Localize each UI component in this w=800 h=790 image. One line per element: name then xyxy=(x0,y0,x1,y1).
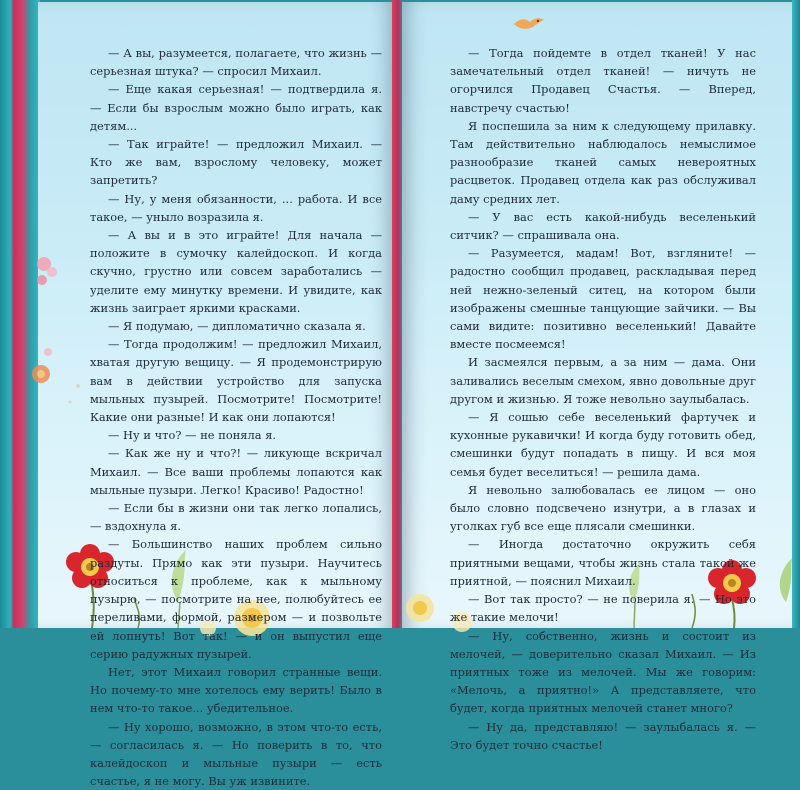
paragraph: — Я сошью себе веселенький фартучек и кухонные рукавички! И когда буду готовить обед, смешинки будут попадать в пищу. И вся моя семья будет веселиться! — решила дама. xyxy=(450,410,756,479)
paragraph: — Тогда продолжим! — предложил Михаил, хватая другую вещицу. — Я продемонстрирую вам в действии устройство для запуска мыльных пузырей. Посмотрите! Посмотрите! Какие они разные! И как они лопаются! xyxy=(90,337,382,425)
leaf-icon xyxy=(780,558,792,602)
paragraph: — Еще какая серьезная! — подтвердила я. — Если бы взрослым можно было играть, как детям... xyxy=(90,82,382,133)
paragraph: — Ну хорошо, возможно, в этом что-то есть, — согласилась я. — Но поверить в то, что калейдоскоп и мыльные пузыри — есть счастье, я не могу. Вы уж извините. xyxy=(90,719,382,789)
right-page xyxy=(402,2,792,752)
paragraph: — Ну, у меня обязанности, ... работа. И все такое, — уныло возразила я. xyxy=(90,191,382,224)
paragraph: — Ну и что? — не поняла я. xyxy=(108,428,277,443)
left-page xyxy=(38,2,394,789)
paragraph: — Вот так просто? — не поверила я. — Но это же такие мелочи! xyxy=(450,592,756,625)
paragraph: Нет, этот Михаил говорил странные вещи. Но почему-то мне хотелось ему верить! Было в нем что-то такое... убедительное. xyxy=(90,664,382,716)
book-cover-edge xyxy=(792,0,800,628)
paragraph: — У вас есть какой-нибудь веселенький ситчик? — спрашивала она. xyxy=(450,209,756,243)
paragraph: — Разумеется, мадам! Вот, взгляните! — радостно сообщил продавец, раскладывая перед ней нежно-зеленый ситец, на котором были изображены смешные танцующие зайчики. — Вы сами видите: позитивно веселенький! Давайте вместе посмеемся! xyxy=(450,246,756,352)
paragraph: — Так играйте! — предложил Михаил. — Кто же вам, взрослому человеку, может запретить? xyxy=(90,137,382,188)
paragraph: — Если бы в жизни они так легко лопались, — вздохнула я. xyxy=(90,501,382,534)
pink-blossom-icon xyxy=(32,257,57,383)
paragraph: Я невольно залюбовалась ее лицом — оно было словно подсвечено изнутри, а в глазах и уголках губ все еще плясали смешинки. xyxy=(450,482,756,534)
paragraph: — Большинство наших проблем сильно раздуты. Прямо как эти пузыри. Научитесь относиться к проблеме, как к мыльному пузырю, — посмотрите на нее, полюбуйтесь ее переливами, формой, размером — и позвольте ей лопнуть! Вот так! — и он выпустил еще серию радужных пузырей. xyxy=(90,537,382,661)
paragraph: — Тогда пойдемте в отдел тканей! У нас замечательный отдел тканей! — ничуть не огорчился Продавец Счастья. — Вперед, навстречу счастью! xyxy=(450,46,756,115)
paragraph: Я поспешила за ним к следующему прилавку. Там действительно наблюдалось немыслимое разнообразие тканей самых невероятных расцветок. Продавец отдела как раз обслуживал даму средних лет. xyxy=(450,118,756,206)
bird-icon xyxy=(514,18,544,29)
paragraph: — Я подумаю, — дипломатично сказала я. xyxy=(108,319,366,334)
paragraph: — А вы, разумеется, полагаете, что жизнь — серьезная штука? — спросил Михаил. xyxy=(90,46,382,79)
paragraph: И засмеялся первым, а за ним — дама. Они заливались веселым смехом, явно довольные друг другом и жизнью. Я тоже невольно заулыбалась. xyxy=(450,355,756,406)
paragraph: — Ну да, представляю! — заулыбалась я. — Это будет точно счастье! xyxy=(450,719,756,752)
paragraph: — Ну, собственно, жизнь и состоит из мелочей, — доверительно сказал Михаил. — Из приятных тоже из мелочей. Мы же говорим: «Мелочь, а приятно!» А представляете, что будет, когда приятных мелочей станет много? xyxy=(450,628,756,716)
right-page-text xyxy=(450,44,756,754)
paragraph: — А вы и в это играйте! Для начала — положите в сумочку калейдоскоп. И когда скучно, грустно или совсем заработались — уделите ему минутку времени. И увидите, как жизнь заиграет яркими красками. xyxy=(90,228,382,315)
paragraph: — Иногда достаточно окружить себя приятными вещами, чтобы жизнь стала такой же приятной, — пояснил Михаил. xyxy=(450,537,756,588)
paragraph: — Как же ну и что?! — ликующе вскричал Михаил. — Все ваши проблемы лопаются как мыльные пузыри. Легко! Красиво! Радостно! xyxy=(90,446,382,497)
left-page-text xyxy=(90,44,382,790)
